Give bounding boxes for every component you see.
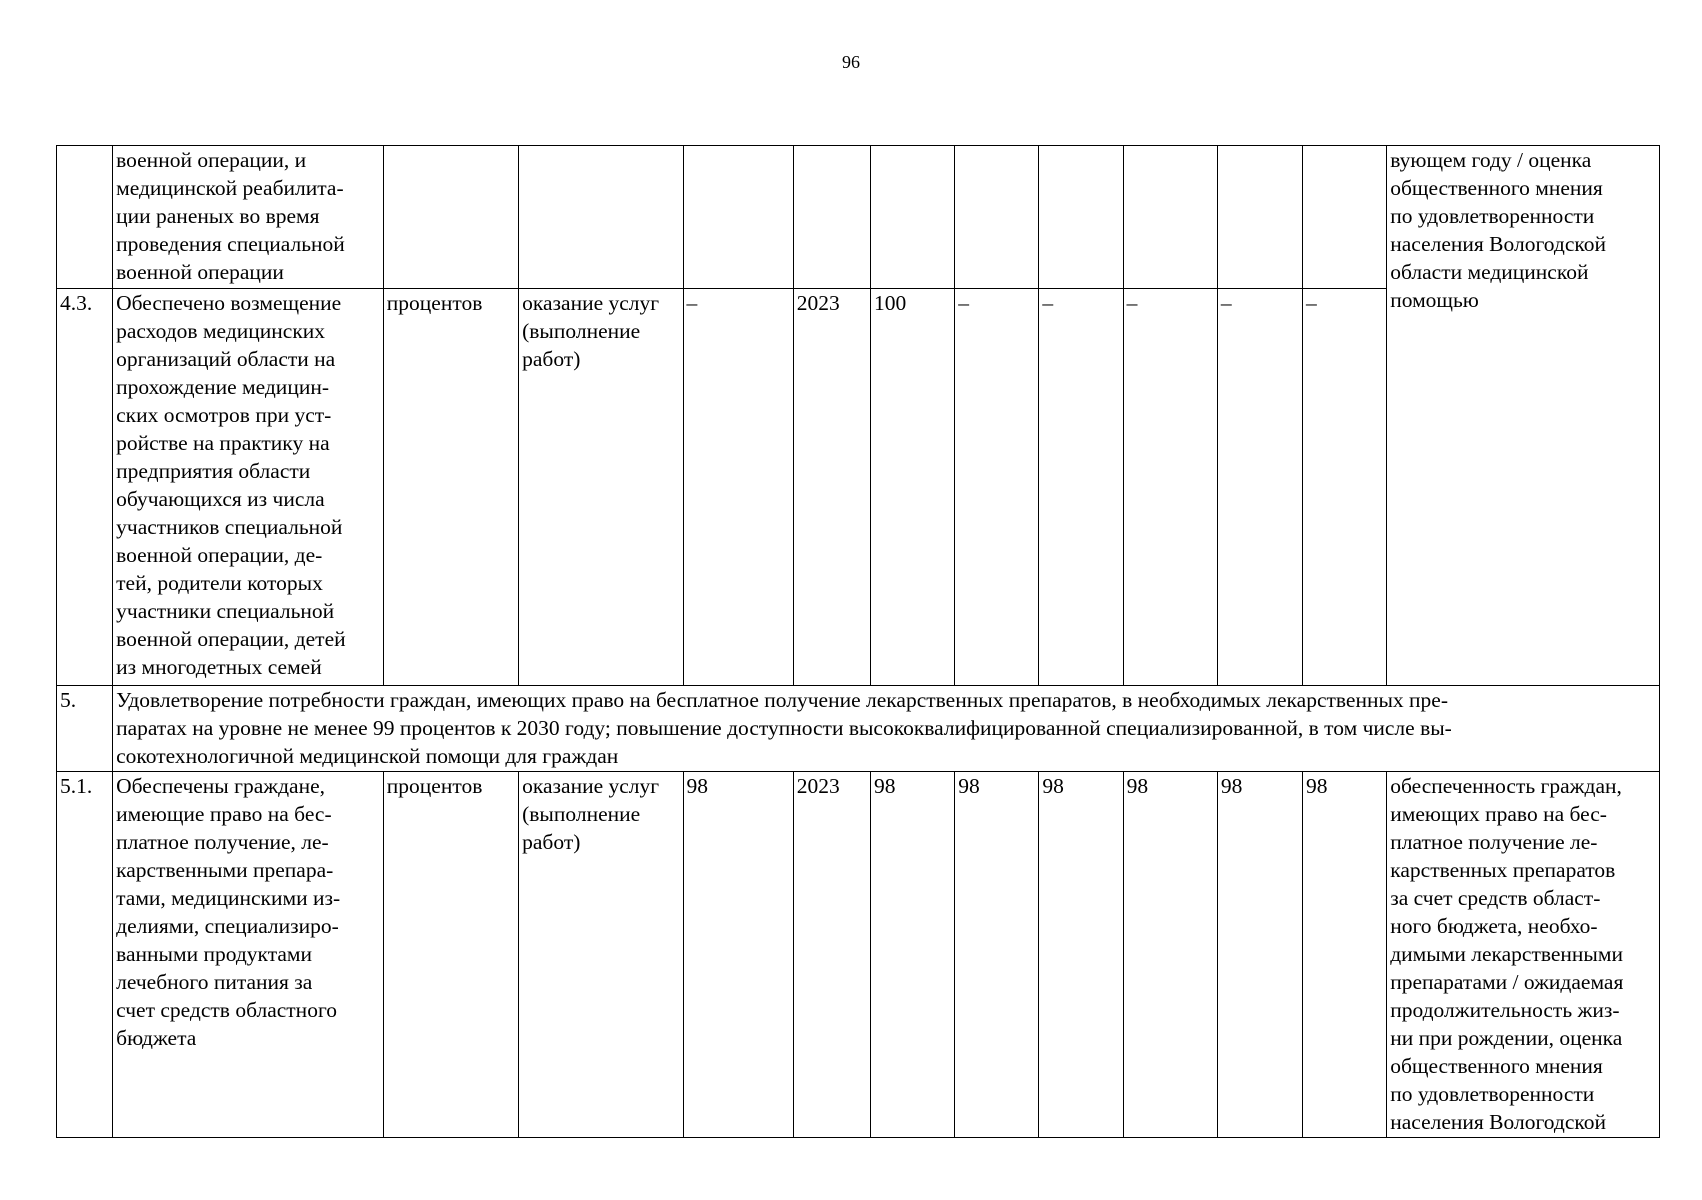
cell-base-year: 2023 [793, 772, 870, 1138]
cell-value: – [955, 289, 1039, 686]
results-table [56, 145, 1660, 1138]
cell-value [1039, 146, 1123, 289]
cell-value: 98 [955, 772, 1039, 1138]
cell-type: оказание услуг (выполнение работ) [519, 772, 683, 1138]
cell-value: – [1303, 289, 1387, 686]
cell-value: – [1123, 289, 1217, 686]
cell-value [1303, 146, 1387, 289]
cell-goal-text: Удовлетворение потребности граждан, имеющих право на бесплатное получение лекарственных препаратов, в необходимых лекарственных пре- паратах на уровне не менее 99 процентов к 2030 году; повышение доступности высококвалифицированной специализированной, в том числе вы- сокотехнологичной медицинской помощи для граждан [113, 686, 1660, 772]
cell-value [1217, 146, 1302, 289]
cell-unit: процентов [383, 772, 518, 1138]
cell-type: оказание услуг (выполнение работ) [519, 289, 683, 686]
cell-relation: обеспеченность граждан, имеющих право на бес- платное получение ле- карственных препаратов за счет средств област- ного бюджета, необхо- димыми лекарственными препаратами / ожидаемая продолжительность жиз- ни при рождении, оценка общественного мнения по удовлетворенности населения Вологодской [1387, 772, 1660, 1138]
cell-num [57, 146, 113, 289]
cell-unit: процентов [383, 289, 518, 686]
cell-value: 98 [1217, 772, 1302, 1138]
cell-type [519, 146, 683, 289]
cell-base-value: – [683, 289, 793, 686]
cell-value [870, 146, 954, 289]
cell-result: Обеспечено возмещение расходов медицинских организаций области на прохождение медицин- ских осмотров при уст- ройстве на практику на предприятия области обучающихся из числа участников специальной военной операции, де- тей, родители которых участники специальной военной операции, детей из многодетных семей [113, 289, 384, 686]
cell-value: 98 [1303, 772, 1387, 1138]
cell-value: 98 [1123, 772, 1217, 1138]
cell-result: Обеспечены граждане, имеющие право на бес- платное получение, ле- карственными препара- тами, медицинскими из- делиями, специализиро- ванными продуктами лечебного питания за счет средств областного бюджета [113, 772, 384, 1138]
cell-base-year: 2023 [793, 289, 870, 686]
cell-unit [383, 146, 518, 289]
cell-value: – [1217, 289, 1302, 686]
cell-num: 4.3. [57, 289, 113, 686]
page-number: 96 [842, 52, 860, 72]
cell-value: – [1039, 289, 1123, 686]
cell-num: 5. [57, 686, 113, 772]
cell-relation: вующем году / оценка общественного мнения по удовлетворенности населения Вологодской области медицинской помощью [1387, 146, 1660, 686]
cell-value [1123, 146, 1217, 289]
table-row-5-1 [57, 772, 1660, 1138]
cell-base-year [793, 146, 870, 289]
cell-value: 98 [1039, 772, 1123, 1138]
cell-base-value [683, 146, 793, 289]
cell-value: 100 [870, 289, 954, 686]
table-row-continued [57, 146, 1660, 289]
cell-num: 5.1. [57, 772, 113, 1138]
cell-value: 98 [870, 772, 954, 1138]
cell-value [955, 146, 1039, 289]
cell-result: военной операции, и медицинской реабилита- ции раненых во время проведения специальной военной операции [113, 146, 384, 289]
table-row-5 [57, 686, 1660, 772]
cell-base-value: 98 [683, 772, 793, 1138]
